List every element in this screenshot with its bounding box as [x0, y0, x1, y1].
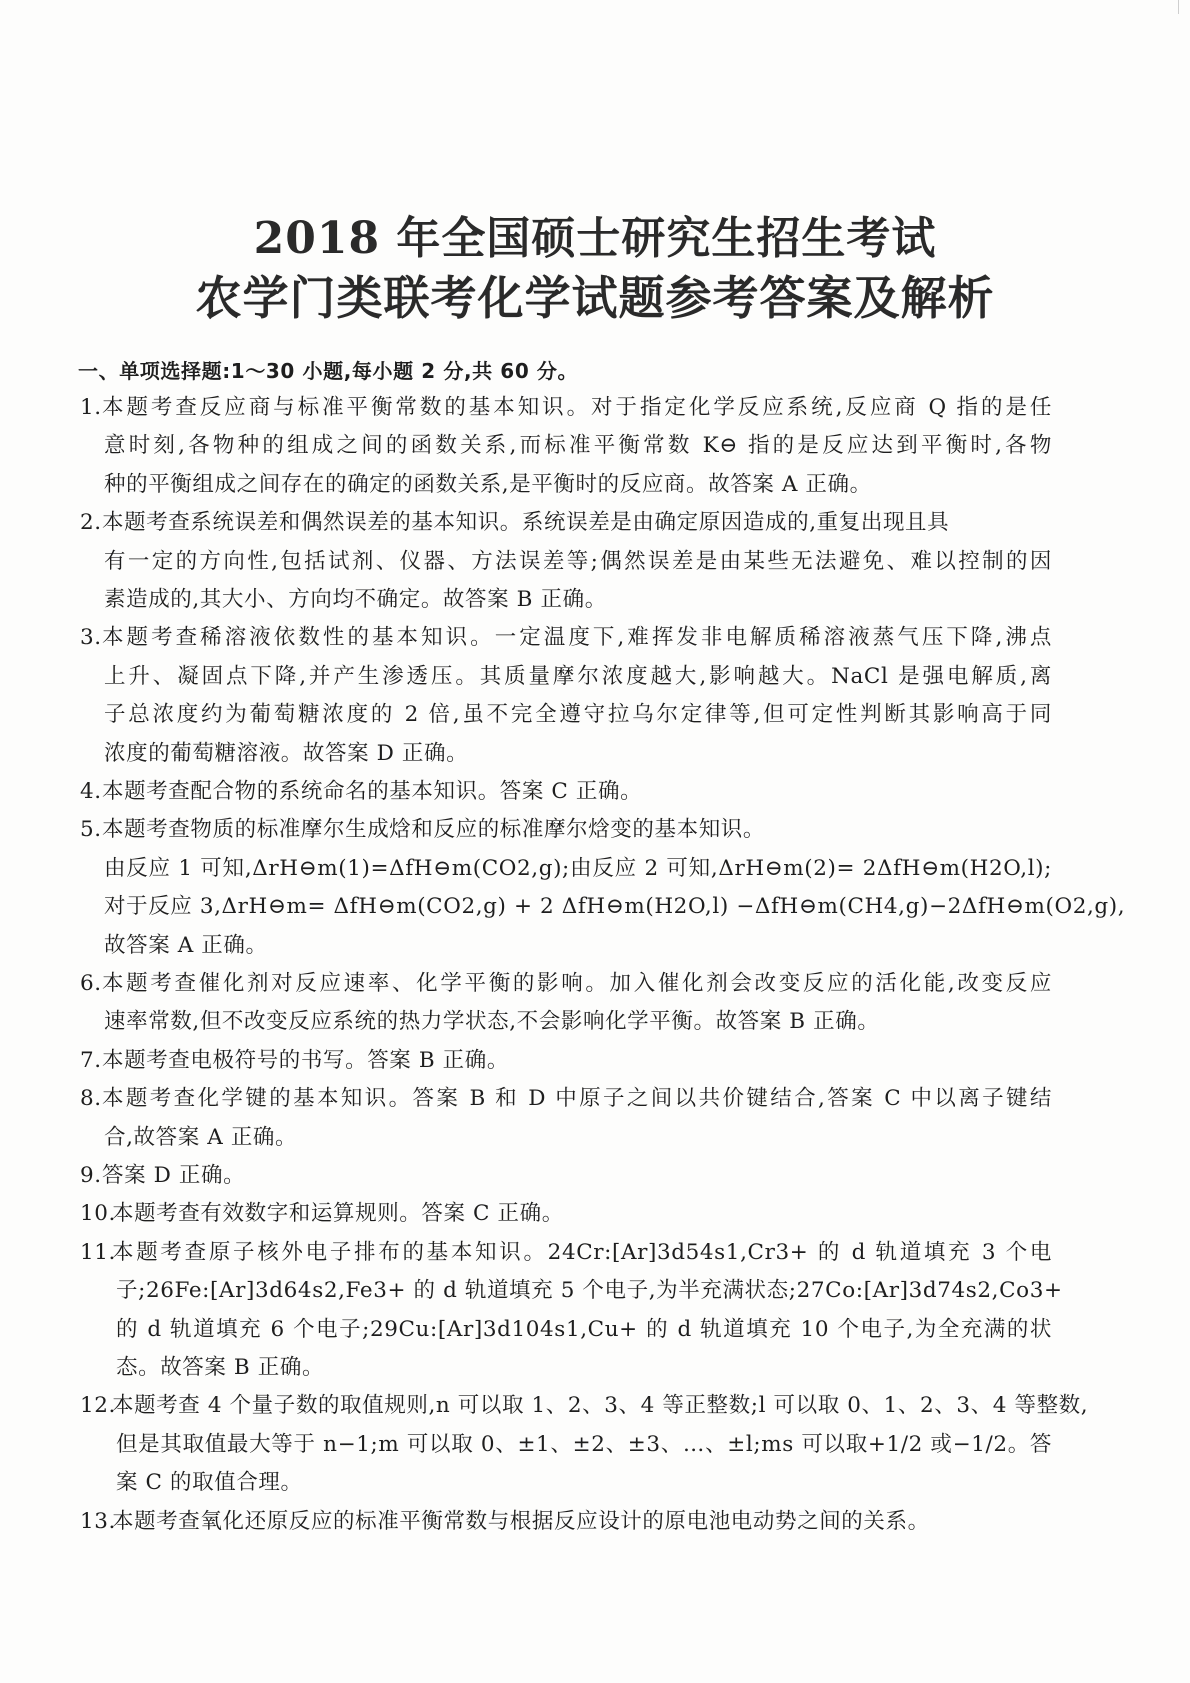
answer-line	[0, 965, 1190, 1003]
item-text: 答案 D 正确。	[102, 1163, 246, 1188]
answer-line	[0, 1157, 1190, 1195]
answer-line	[0, 1464, 1190, 1502]
item-text-continued: 子;26Fe:[Ar]3d64s2,Fe3+ 的 d 轨道填充 5 个电子,为半充满状态;27Co:[Ar]3d74s2,Co3+	[116, 1278, 1063, 1303]
item-text: 本题考查反应商与标准平衡常数的基本知识。对于指定化学反应系统,反应商 Q 指的是任	[102, 395, 1052, 420]
item-number: 3.	[80, 625, 102, 650]
answer-line	[0, 619, 1190, 657]
item-text: 本题考查有效数字和运算规则。答案 C 正确。	[112, 1201, 564, 1226]
item-number: 7.	[80, 1048, 102, 1073]
scan-mark	[1178, 0, 1179, 14]
item-text: 本题考查催化剂对反应速率、化学平衡的影响。加入催化剂会改变反应的活化能,改变反应	[102, 971, 1052, 996]
item-text-continued: 意时刻,各物种的组成之间的函数关系,而标准平衡常数 K⊖ 指的是反应达到平衡时,各物	[104, 433, 1052, 458]
item-text: 本题考查 4 个量子数的取值规则,n 可以取 1、2、3、4 等正整数;l 可以取 0、1、2、3、4 等整数,	[112, 1393, 1089, 1418]
answer-line	[0, 1426, 1190, 1464]
item-number: 13.	[80, 1509, 116, 1534]
item-number: 5.	[80, 817, 102, 842]
answer-line	[0, 1272, 1190, 1310]
item-text: 本题考查化学键的基本知识。答案 B 和 D 中原子之间以共价键结合,答案 C 中以离子键结	[102, 1086, 1052, 1111]
answer-line	[0, 581, 1190, 619]
answer-line	[0, 504, 1190, 542]
section-heading: 一、单项选择题:1～30 小题,每小题 2 分,共 60 分。	[78, 359, 579, 383]
item-number: 8.	[80, 1086, 102, 1111]
item-number: 6.	[80, 971, 102, 996]
item-text-continued: 的 d 轨道填充 6 个电子;29Cu:[Ar]3d104s1,Cu+ 的 d 轨道填充 10 个电子,为全充满的状	[116, 1317, 1052, 1342]
answer-line	[0, 1349, 1190, 1387]
answer-line	[0, 389, 1190, 427]
answer-line	[0, 1042, 1190, 1080]
answer-line	[0, 1503, 1190, 1541]
item-text-continued: 合,故答案 A 正确。	[104, 1125, 298, 1150]
answer-line	[0, 427, 1190, 465]
item-text: 本题考查配合物的系统命名的基本知识。答案 C 正确。	[102, 779, 643, 804]
item-text-continued: 素造成的,其大小、方向均不确定。故答案 B 正确。	[104, 587, 607, 612]
item-text-continued: 故答案 A 正确。	[104, 933, 268, 958]
item-text-continued: 有一定的方向性,包括试剂、仪器、方法误差等;偶然误差是由某些无法避免、难以控制的因	[104, 549, 1052, 574]
item-text: 本题考查电极符号的书写。答案 B 正确。	[102, 1048, 509, 1073]
item-text-continued: 对于反应 3,ΔrH⊖m= ΔfH⊖m(CO2,g) + 2 ΔfH⊖m(H2O,l) −ΔfH⊖m(CH4,g)−2ΔfH⊖m(O2,g),	[104, 894, 1126, 919]
answer-line	[0, 888, 1190, 926]
item-text-continued: 但是其取值最大等于 n−1;m 可以取 0、±1、±2、±3、…、±l;ms 可以取+1/2 或−1/2。答	[116, 1432, 1052, 1457]
answer-line	[0, 773, 1190, 811]
answer-line	[0, 543, 1190, 581]
answer-line	[0, 927, 1190, 965]
answer-line	[0, 1311, 1190, 1349]
item-number: 10.	[80, 1201, 116, 1226]
item-number: 2.	[80, 510, 102, 535]
title-line-2: 农学门类联考化学试题参考答案及解析	[195, 271, 995, 325]
item-text-continued: 态。故答案 B 正确。	[116, 1355, 325, 1380]
item-number: 9.	[80, 1163, 102, 1188]
item-number: 12.	[80, 1393, 116, 1418]
item-text: 本题考查物质的标准摩尔生成焓和反应的标准摩尔焓变的基本知识。	[102, 817, 766, 842]
item-text-continued: 案 C 的取值合理。	[116, 1470, 303, 1495]
answer-line	[0, 1119, 1190, 1157]
item-text-continued: 上升、凝固点下降,并产生渗透压。其质量摩尔浓度越大,影响越大。NaCl 是强电解质,离	[104, 664, 1052, 689]
answer-line	[0, 850, 1190, 888]
answer-line	[0, 811, 1190, 849]
item-text: 本题考查稀溶液依数性的基本知识。一定温度下,难挥发非电解质稀溶液蒸气压下降,沸点	[102, 625, 1052, 650]
item-number: 1.	[80, 395, 102, 420]
answer-line	[0, 1195, 1190, 1233]
answer-line	[0, 696, 1190, 734]
item-text-continued: 速率常数,但不改变反应系统的热力学状态,不会影响化学平衡。故答案 B 正确。	[104, 1009, 880, 1034]
answer-line	[0, 1234, 1190, 1272]
answer-line	[0, 658, 1190, 696]
item-text: 本题考查氧化还原反应的标准平衡常数与根据反应设计的原电池电动势之间的关系。	[112, 1509, 930, 1534]
title-line-1: 2018 年全国硕士研究生招生考试	[253, 213, 937, 264]
item-text-continued: 浓度的葡萄糖溶液。故答案 D 正确。	[104, 741, 469, 766]
item-text: 本题考查系统误差和偶然误差的基本知识。系统误差是由确定原因造成的,重复出现且具	[102, 510, 950, 535]
answer-line	[0, 735, 1190, 773]
item-text-continued: 子总浓度约为葡萄糖浓度的 2 倍,虽不完全遵守拉乌尔定律等,但可定性判断其影响高于同	[104, 702, 1052, 727]
item-number: 11.	[80, 1240, 116, 1265]
answer-line	[0, 1080, 1190, 1118]
item-number: 4.	[80, 779, 102, 804]
item-text-continued: 由反应 1 可知,ΔrH⊖m(1)=ΔfH⊖m(CO2,g);由反应 2 可知,ΔrH⊖m(2)= 2ΔfH⊖m(H2O,l);	[104, 856, 1052, 881]
item-text: 本题考查原子核外电子排布的基本知识。24Cr:[Ar]3d54s1,Cr3+ 的 d 轨道填充 3 个电	[112, 1240, 1052, 1265]
answer-line	[0, 1003, 1190, 1041]
item-text-continued: 种的平衡组成之间存在的确定的函数关系,是平衡时的反应商。故答案 A 正确。	[104, 472, 872, 497]
answer-line	[0, 1387, 1190, 1425]
answer-line	[0, 466, 1190, 504]
